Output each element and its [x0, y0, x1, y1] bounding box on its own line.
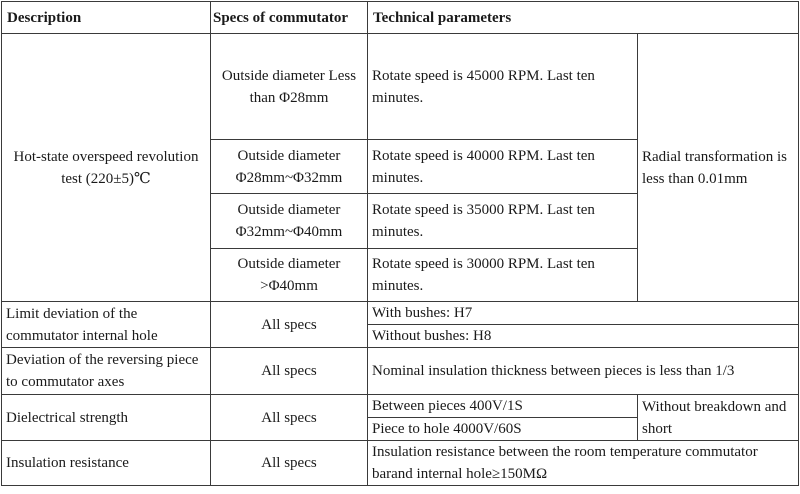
dielectric-note: Without breakdown and short — [638, 395, 799, 441]
header-technical: Technical parameters — [368, 2, 799, 34]
limit-deviation-row-1 — [2, 302, 799, 325]
insulation-param: Insulation resistance between the room temperature commutator barand internal hole≥150MΩ — [368, 441, 799, 486]
hot-test-param-4: Rotate speed is 30000 RPM. Last ten minutes. — [368, 249, 638, 302]
limit-deviation-with-bushes: With bushes: H7 — [368, 302, 799, 325]
hot-test-param-2: Rotate speed is 40000 RPM. Last ten minutes. — [368, 140, 638, 194]
header-specs: Specs of commutator — [211, 2, 368, 34]
hot-test-spec-4: Outside diameter >Φ40mm — [211, 249, 368, 302]
insulation-description: Insulation resistance — [2, 441, 211, 486]
hot-test-note: Radial transformation is less than 0.01mm — [638, 34, 799, 302]
insulation-spec: All specs — [211, 441, 368, 486]
hot-test-description: Hot-state overspeed revolution test (220±5)℃ — [2, 34, 211, 302]
hot-test-param-1: Rotate speed is 45000 RPM. Last ten minutes. — [368, 34, 638, 140]
hot-test-param-3: Rotate speed is 35000 RPM. Last ten minutes. — [368, 194, 638, 249]
limit-deviation-description: Limit deviation of the commutator internal hole — [2, 302, 211, 348]
reversing-deviation-row — [2, 348, 799, 395]
insulation-row — [2, 441, 799, 486]
header-description: Description — [2, 2, 211, 34]
hot-test-spec-2: Outside diameter Φ28mm~Φ32mm — [211, 140, 368, 194]
limit-deviation-without-bushes: Without bushes: H8 — [368, 325, 799, 348]
reversing-deviation-param: Nominal insulation thickness between pieces is less than 1/3 — [368, 348, 799, 395]
dielectric-description: Dielectrical strength — [2, 395, 211, 441]
spec-table — [1, 1, 799, 486]
limit-deviation-spec: All specs — [211, 302, 368, 348]
dielectric-spec: All specs — [211, 395, 368, 441]
hot-test-row-1 — [2, 34, 799, 140]
dielectric-row-1 — [2, 395, 799, 418]
dielectric-piece-to-hole: Piece to hole 4000V/60S — [368, 418, 638, 441]
reversing-deviation-description: Deviation of the reversing piece to commutator axes — [2, 348, 211, 395]
header-row — [2, 2, 799, 34]
reversing-deviation-spec: All specs — [211, 348, 368, 395]
hot-test-spec-3: Outside diameter Φ32mm~Φ40mm — [211, 194, 368, 249]
dielectric-between-pieces: Between pieces 400V/1S — [368, 395, 638, 418]
hot-test-spec-1: Outside diameter Less than Φ28mm — [211, 34, 368, 140]
